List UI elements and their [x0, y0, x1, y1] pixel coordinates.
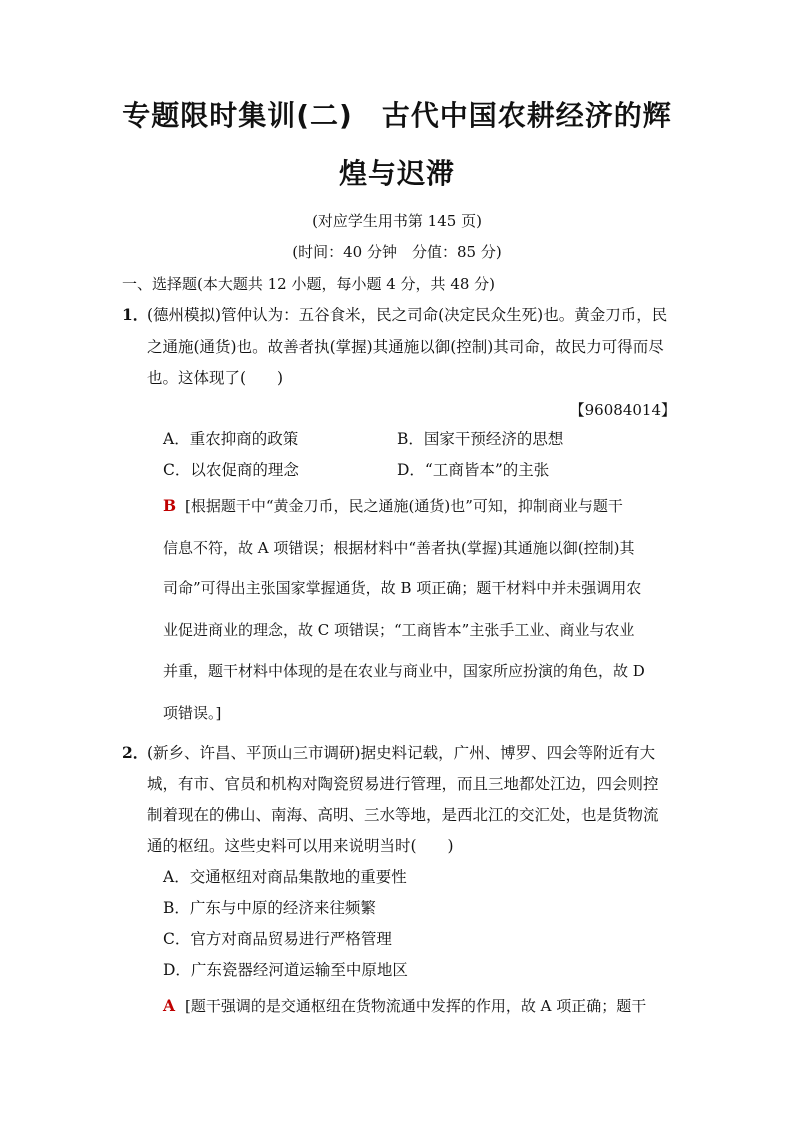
- time-score-note: (时间：40 分钟 分值：85 分): [292, 243, 502, 261]
- question-1-option-b: B．国家干预经济的思想: [397, 430, 564, 448]
- question-2-option-d: D．广东瓷器经河道运输至中原地区: [163, 961, 408, 979]
- title-line-2: 煌与迟滞: [338, 157, 455, 190]
- question-1-explanation-3: 司命”可得出主张国家掌握通货，故 B 项正确；题干材料中并未强调用农: [163, 579, 642, 597]
- question-2-option-a: A．交通枢纽对商品集散地的重要性: [163, 868, 407, 886]
- question-1-code: 【96084014】: [569, 401, 676, 419]
- reference-page-note: (对应学生用书第 145 页): [312, 212, 482, 230]
- question-2-option-b: B．广东与中原的经济来往频繁: [163, 899, 376, 917]
- question-1-explanation-2: 信息不符，故 A 项错误；根据材料中“善者执(掌握)其通施以御(控制)其: [163, 539, 635, 557]
- question-1-explanation-6: 项错误。]: [163, 704, 222, 722]
- question-1-explanation-5: 并重，题干材料中体现的是在农业与商业中，国家所应扮演的角色，故 D: [163, 662, 645, 680]
- question-1-option-c: C．以农促商的理念: [163, 461, 299, 479]
- question-2-line-3: 制着现在的佛山、南海、高明、三水等地，是西北江的交汇处，也是货物流: [147, 806, 659, 824]
- question-1-option-d: D．“工商皆本”的主张: [397, 461, 550, 479]
- question-2-line-1: (新乡、许昌、平顶山三市调研)据史料记载，广州、博罗、四会等附近有大: [147, 744, 656, 762]
- question-2-number: 2．: [122, 743, 149, 762]
- question-2-line-2: 城，有市、官员和机构对陶瓷贸易进行管理，而且三地都处江边，四会则控: [147, 775, 659, 793]
- question-1-explanation-1: [根据题干中“黄金刀币，民之通施(通货)也”可知，抑制商业与题干: [185, 497, 623, 515]
- question-1-number: 1．: [122, 305, 149, 324]
- question-2-option-c: C．官方对商品贸易进行严格管理: [163, 930, 392, 948]
- title-line-1: 专题限时集训(二) 古代中国农耕经济的辉: [122, 99, 672, 132]
- question-1-option-a: A．重农抑商的政策: [163, 430, 299, 448]
- question-1-line-1: (德州模拟)管仲认为：五谷食米，民之司命(决定民众生死)也。黄金刀币，民: [147, 306, 668, 324]
- question-1-line-3: 也。这体现了( ): [147, 369, 284, 387]
- question-1-explanation-4: 业促进商业的理念，故 C 项错误；“工商皆本”主张手工业、商业与农业: [163, 621, 635, 639]
- question-1-answer: B: [163, 496, 177, 515]
- section-heading: 一、选择题(本大题共 12 小题，每小题 4 分，共 48 分): [122, 275, 496, 293]
- question-2-answer: A: [163, 996, 176, 1015]
- question-2-explanation-1: [题干强调的是交通枢纽在货物流通中发挥的作用，故 A 项正确；题干: [185, 997, 647, 1015]
- question-2-line-4: 通的枢纽。这些史料可以用来说明当时( ): [147, 837, 454, 855]
- question-1-line-2: 之通施(通货)也。故善者执(掌握)其通施以御(控制)其司命，故民力可得而尽: [147, 338, 664, 356]
